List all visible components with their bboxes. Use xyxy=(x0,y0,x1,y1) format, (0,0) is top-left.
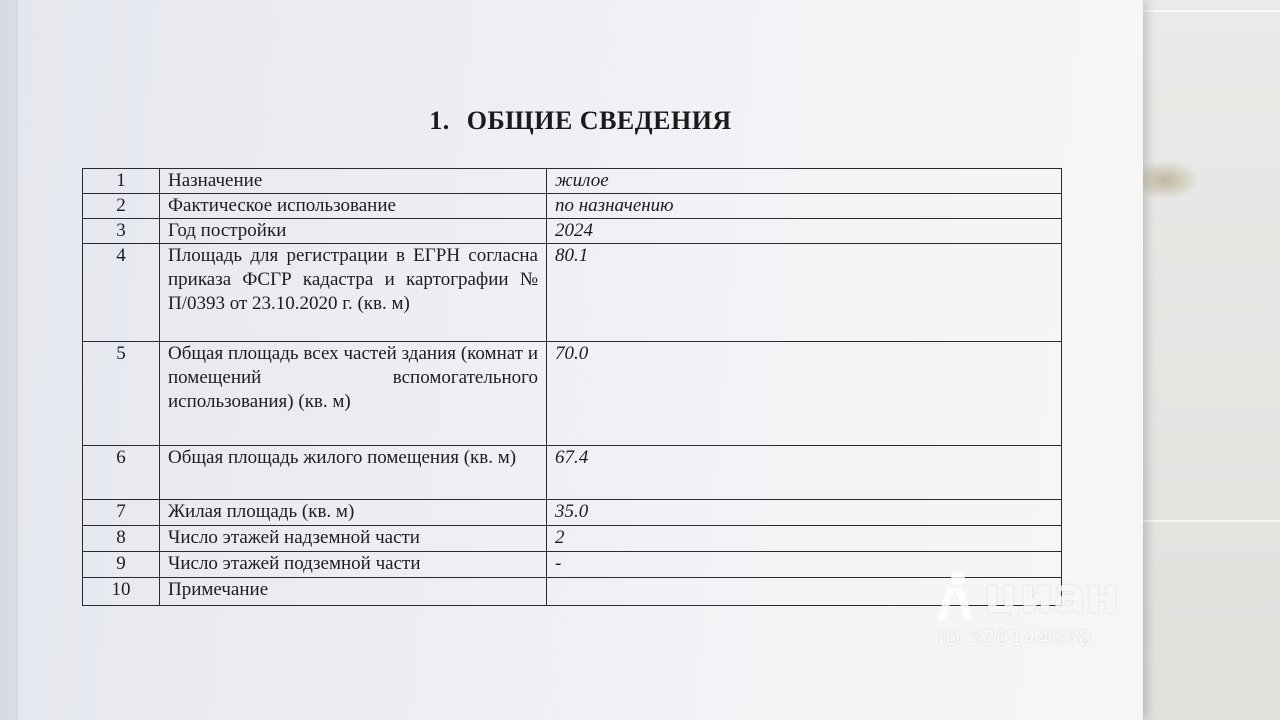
row-value: 80.1 xyxy=(547,244,1062,342)
watermark-brand: циан xyxy=(984,568,1119,624)
table-row xyxy=(83,219,1062,244)
row-label: Год постройки xyxy=(160,219,547,244)
table-row xyxy=(83,500,1062,526)
row-label: Общая площадь жилого помещения (кв. м) xyxy=(160,446,547,500)
row-label: Число этажей надземной части xyxy=(160,526,547,552)
row-number: 7 xyxy=(83,500,160,526)
row-label: Площадь для регистрации в ЕГРН согласна приказа ФСГР кадастра и картографии № П/0393 от 23.10.2020 г. (кв. м) xyxy=(160,244,547,342)
section-number: 1. xyxy=(429,106,450,135)
table-row xyxy=(83,244,1062,342)
row-number: 3 xyxy=(83,219,160,244)
cian-watermark xyxy=(938,570,1119,650)
table-row xyxy=(83,169,1062,194)
row-label: Примечание xyxy=(160,578,547,606)
row-value: - xyxy=(547,552,1062,578)
row-value: жилое xyxy=(547,169,1062,194)
row-value: 2 xyxy=(547,526,1062,552)
row-value: 67.4 xyxy=(547,446,1062,500)
row-number: 8 xyxy=(83,526,160,552)
table-row xyxy=(83,578,1062,606)
row-number: 2 xyxy=(83,194,160,219)
general-info-table xyxy=(82,168,1062,606)
row-label: Жилая площадь (кв. м) xyxy=(160,500,547,526)
row-value: 70.0 xyxy=(547,342,1062,446)
section-heading xyxy=(18,106,1143,136)
table-row xyxy=(83,194,1062,219)
table-row xyxy=(83,526,1062,552)
cian-logo-icon xyxy=(938,570,978,622)
row-label: Число этажей подземной части xyxy=(160,552,547,578)
table-row xyxy=(83,342,1062,446)
row-value: 2024 xyxy=(547,219,1062,244)
row-number: 9 xyxy=(83,552,160,578)
row-label: Фактическое использование xyxy=(160,194,547,219)
section-title: ОБЩИЕ СВЕДЕНИЯ xyxy=(466,106,732,135)
table-row xyxy=(83,552,1062,578)
row-value: по назначению xyxy=(547,194,1062,219)
row-number: 10 xyxy=(83,578,160,606)
watermark-listing-id: ID 320144868 xyxy=(938,626,1093,650)
watermark-logo xyxy=(938,570,1119,622)
row-number: 1 xyxy=(83,169,160,194)
row-number: 4 xyxy=(83,244,160,342)
row-label: Общая площадь всех частей здания (комнат и помещений вспомогательного использования) (кв. м) xyxy=(160,342,547,446)
table-row xyxy=(83,446,1062,500)
row-label: Назначение xyxy=(160,169,547,194)
row-number: 5 xyxy=(83,342,160,446)
row-number: 6 xyxy=(83,446,160,500)
row-value: 35.0 xyxy=(547,500,1062,526)
